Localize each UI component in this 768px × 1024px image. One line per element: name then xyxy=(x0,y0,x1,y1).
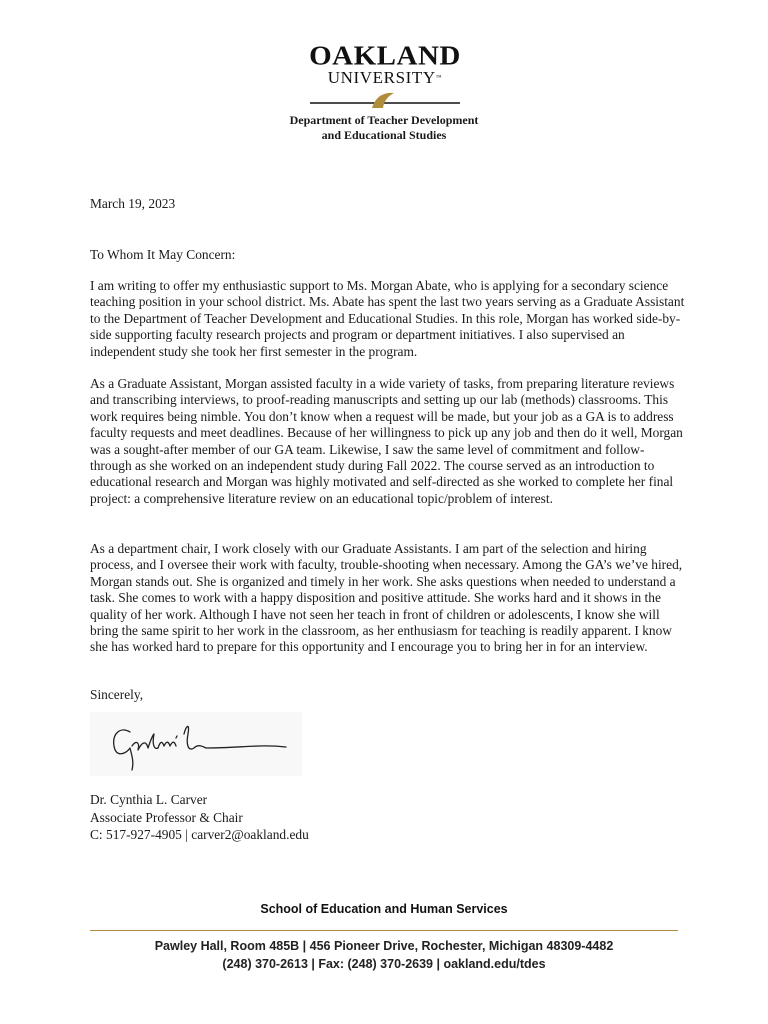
signer-title: Associate Professor & Chair xyxy=(90,809,243,825)
department-line-1: Department of Teacher Development xyxy=(289,113,479,127)
paragraph-text: As a Graduate Assistant, Morgan assisted faculty in a wide variety of tasks, from preparing literature reviews and transcribing interviews, to proof-reading manuscripts and setting up our lab (methods) classrooms. This work requires being nimble. You don’t know when a request will be made, but your job as a GA is to address faculty requests and meet deadlines. Because of her willingness to pick up any job and then do it well, Morgan was a sought-after member of our GA team. Likewise, I saw the same level of commitment and follow-through as she worked on an independent study during Fall 2022. The course served as an introduction to educational research and Morgan was highly motivated and self-directed as she worked to complete her final project: a comprehensive literature review on an educational topic/problem of interest. xyxy=(90,376,683,506)
footer-contact: (248) 370-2613 | Fax: (248) 370-2639 | oakland.edu/tdes xyxy=(222,957,546,971)
footer-address-block xyxy=(0,937,768,973)
letter-paragraph-2 xyxy=(90,376,686,507)
letter-salutation: To Whom It May Concern: xyxy=(90,247,236,262)
department-name xyxy=(234,113,534,143)
signer-block xyxy=(90,791,690,844)
university-logo xyxy=(300,42,470,114)
footer-divider xyxy=(90,930,678,931)
footer-school-name: School of Education and Human Services xyxy=(260,902,508,916)
logo-wordmark-top: OAKLAND xyxy=(309,40,461,72)
letter-closing: Sincerely, xyxy=(90,687,144,702)
signature-icon xyxy=(90,712,302,776)
paragraph-text: As a department chair, I work closely with our Graduate Assistants. I am part of the selection and hiring process, and I oversee their work with faculty, trouble-shooting when necessary. Among the GA’s we’ve hired, Morgan stands out. She is organized and timely in her work. She asks questions when needed to understand a task. She comes to work with a happy disposition and positive attitude. She works hard and it shows in the quality of her work. Although I have not seen her teach in front of children or adolescents, I know she will bring the same spirit to her work in the classroom, as her enthusiasm for teaching is readily apparent. I know she has worked hard to prepare for this opportunity and I encourage you to bring her in for an interview. xyxy=(90,541,683,655)
logo-sail-icon xyxy=(310,90,460,110)
logo-wordmark-bottom: UNIVERSITY™ xyxy=(327,68,443,87)
handwritten-signature xyxy=(90,712,302,776)
trademark-symbol: ™ xyxy=(435,75,443,81)
department-line-2: and Educational Studies xyxy=(321,128,447,142)
letter-paragraph-3 xyxy=(90,541,686,656)
signer-name: Dr. Cynthia L. Carver xyxy=(90,792,208,807)
letter-date: March 19, 2023 xyxy=(90,196,176,211)
letter-paragraph-1 xyxy=(90,278,686,360)
signer-contact: C: 517-927-4905 | carver2@oakland.edu xyxy=(90,827,309,842)
footer-address: Pawley Hall, Room 485B | 456 Pioneer Drive, Rochester, Michigan 48309-4482 xyxy=(154,939,614,953)
paragraph-text: I am writing to offer my enthusiastic support to Ms. Morgan Abate, who is applying for a secondary science teaching position in your school district. Ms. Abate has spent the last two years serving as a Graduate Assistant to the Department of Teacher Development and Educational Studies. In this role, Morgan has worked side-by-side supporting faculty research projects and program or department initiatives. I also supervised an independent study she took her first semester in the program. xyxy=(90,278,685,359)
